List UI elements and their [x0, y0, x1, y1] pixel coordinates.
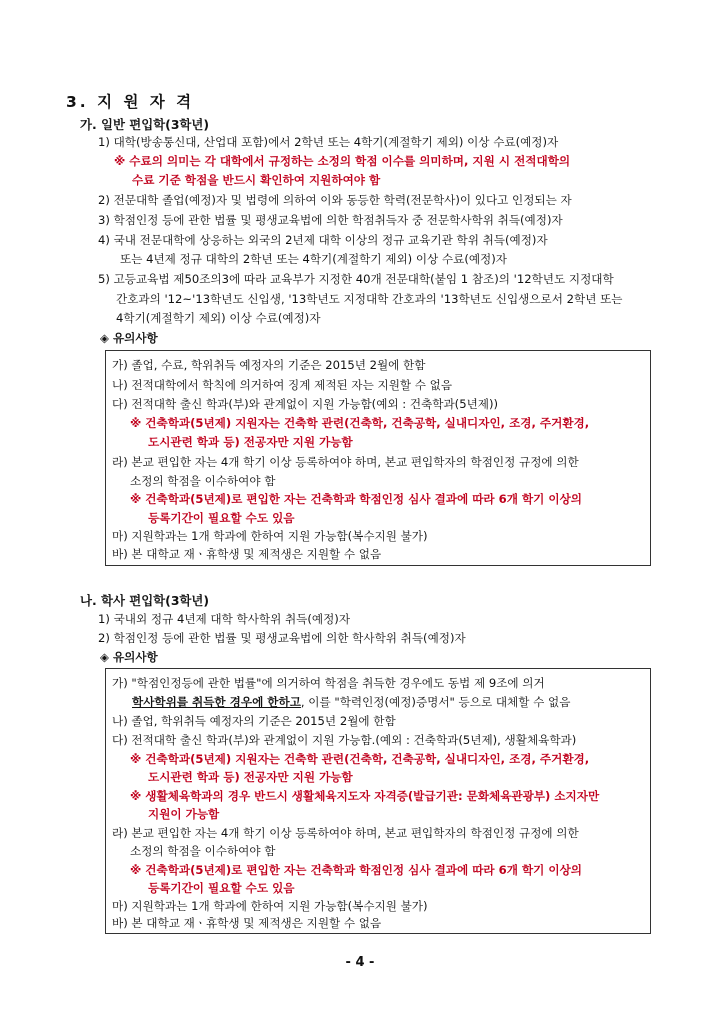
bachelor-line-2: 2) 학점인정 등에 관한 법률 및 평생교육법에 의한 학사학위 취득(예정)자	[98, 631, 466, 645]
bachelor-notes-label: ◈ 유의사항	[100, 650, 158, 664]
general-note-1: 가) 졸업, 수료, 학위취득 예정자의 기준은 2015년 2월에 한함	[112, 358, 426, 372]
section-title: 3. 지 원 자 격	[66, 93, 195, 111]
bachelor-note-4-warning-b: 등록기간이 필요할 수도 있음	[148, 881, 295, 895]
general-note-4-warning-b: 등록기간이 필요할 수도 있음	[148, 511, 295, 525]
general-note-6: 바) 본 대학교 재ㆍ휴학생 및 제적생은 지원할 수 없음	[112, 547, 382, 561]
bachelor-note-3: 다) 전적대학 출신 학과(부)와 관계없이 지원 가능함.(예외 : 건축학과(5년제), 생활체육학과)	[112, 733, 577, 747]
general-note-3-warning-b: 도시관련 학과 등) 전공자만 지원 가능함	[148, 435, 353, 449]
general-line-4b: 또는 4년제 정규 대학의 2학년 또는 4학기(계절학기 제외) 이상 수료(예정)자	[120, 252, 507, 266]
bachelor-note-1b	[132, 694, 570, 710]
heading-bachelor-transfer: 나. 학사 편입학(3학년)	[80, 593, 210, 608]
bachelor-note-1b-underlined: 학사학위를 취득한 경우에 한하고	[132, 695, 301, 709]
general-line-1: 1) 대학(방송통신대, 산업대 포함)에서 2학년 또는 4학기(계절학기 제외) 이상 수료(예정)자	[98, 135, 559, 149]
bachelor-note-4: 라) 본교 편입한 자는 4개 학기 이상 등록하여야 하며, 본교 편입학자의 학점인정 규정에 의한	[112, 826, 579, 840]
general-line-5b: 간호과의 '12~'13학년도 신입생, '13학년도 지정대학 간호과의 '13학년도 신입생으로서 2학년 또는	[116, 292, 623, 306]
bachelor-note-3-warning-b: 도시관련 학과 등) 전공자만 지원 가능함	[148, 770, 353, 784]
bachelor-note-4-warning-a: ※ 건축학과(5년제)로 편입한 자는 건축학과 학점인정 심사 결과에 따라 6개 학기 이상의	[130, 863, 582, 877]
general-line-5: 5) 고등교육법 제50조의3에 따라 교육부가 지정한 40개 전문대학(붙임 1 참조)의 '12학년도 지정대학	[98, 272, 614, 286]
general-line-3: 3) 학점인정 등에 관한 법률 및 평생교육법에 의한 학점취득자 중 전문학사학위 취득(예정)자	[98, 213, 563, 227]
bachelor-note-1a: 가) "학점인정등에 관한 법률"에 의거하여 학점을 취득한 경우에도 동법 제 9조에 의거	[112, 676, 545, 690]
bachelor-note-3-warning-c: ※ 생활체육학과의 경우 반드시 생활체육지도자 자격증(발급기관: 문화체육관광부) 소지자만	[130, 789, 600, 803]
general-note-3-warning-a: ※ 건축학과(5년제) 지원자는 건축학 관련(건축학, 건축공학, 실내디자인, 조경, 주거환경,	[130, 416, 590, 430]
bachelor-note-6: 바) 본 대학교 재ㆍ휴학생 및 제적생은 지원할 수 없음	[112, 916, 382, 930]
general-note-2: 나) 전적대학에서 학칙에 의거하여 징계 제적된 자는 지원할 수 없음	[112, 378, 453, 392]
general-note-4-warning-a: ※ 건축학과(5년제)로 편입한 자는 건축학과 학점인정 심사 결과에 따라 6개 학기 이상의	[130, 492, 582, 506]
bachelor-line-1: 1) 국내외 정규 4년제 대학 학사학위 취득(예정)자	[98, 612, 351, 626]
general-line-2: 2) 전문대학 졸업(예정)자 및 법령에 의하여 이와 동등한 학력(전문학사)이 있다고 인정되는 자	[98, 193, 572, 207]
general-warning-1: ※ 수료의 의미는 각 대학에서 규정하는 소정의 학점 이수를 의미하며, 지원 시 전적대학의	[114, 154, 571, 168]
general-warning-2: 수료 기준 학점을 반드시 확인하여 지원하여야 함	[132, 173, 381, 187]
general-note-5: 마) 지원학과는 1개 학과에 한하여 지원 가능함(복수지원 불가)	[112, 529, 428, 543]
general-note-4: 라) 본교 편입한 자는 4개 학기 이상 등록하여야 하며, 본교 편입학자의 학점인정 규정에 의한	[112, 455, 579, 469]
general-line-5c: 4학기(계절학기 제외) 이상 수료(예정)자	[116, 311, 321, 325]
general-note-4b: 소정의 학점을 이수하여야 함	[130, 474, 276, 488]
bachelor-note-5: 마) 지원학과는 1개 학과에 한하여 지원 가능함(복수지원 불가)	[112, 899, 428, 913]
bachelor-note-4b: 소정의 학점을 이수하여야 함	[130, 844, 276, 858]
heading-general-transfer: 가. 일반 편입학(3학년)	[80, 117, 210, 132]
general-notes-label: ◈ 유의사항	[100, 331, 158, 345]
general-line-4: 4) 국내 전문대학에 상응하는 외국의 2년제 대학 이상의 정규 교육기관 학위 취득(예정)자	[98, 233, 548, 247]
bachelor-note-3-warning-d: 지원이 가능함	[148, 807, 220, 821]
bachelor-note-3-warning-a: ※ 건축학과(5년제) 지원자는 건축학 관련(건축학, 건축공학, 실내디자인, 조경, 주거환경,	[130, 752, 590, 766]
bachelor-note-2: 나) 졸업, 학위취득 예정자의 기준은 2015년 2월에 한함	[112, 714, 396, 728]
general-note-3: 다) 전적대학 출신 학과(부)와 관계없이 지원 가능함(예외 : 건축학과(5년제))	[112, 397, 499, 411]
bachelor-note-1b-rest: , 이를 "학력인정(예정)증명서" 등으로 대체할 수 없음	[300, 695, 571, 709]
page-number: - 4 -	[345, 955, 375, 970]
